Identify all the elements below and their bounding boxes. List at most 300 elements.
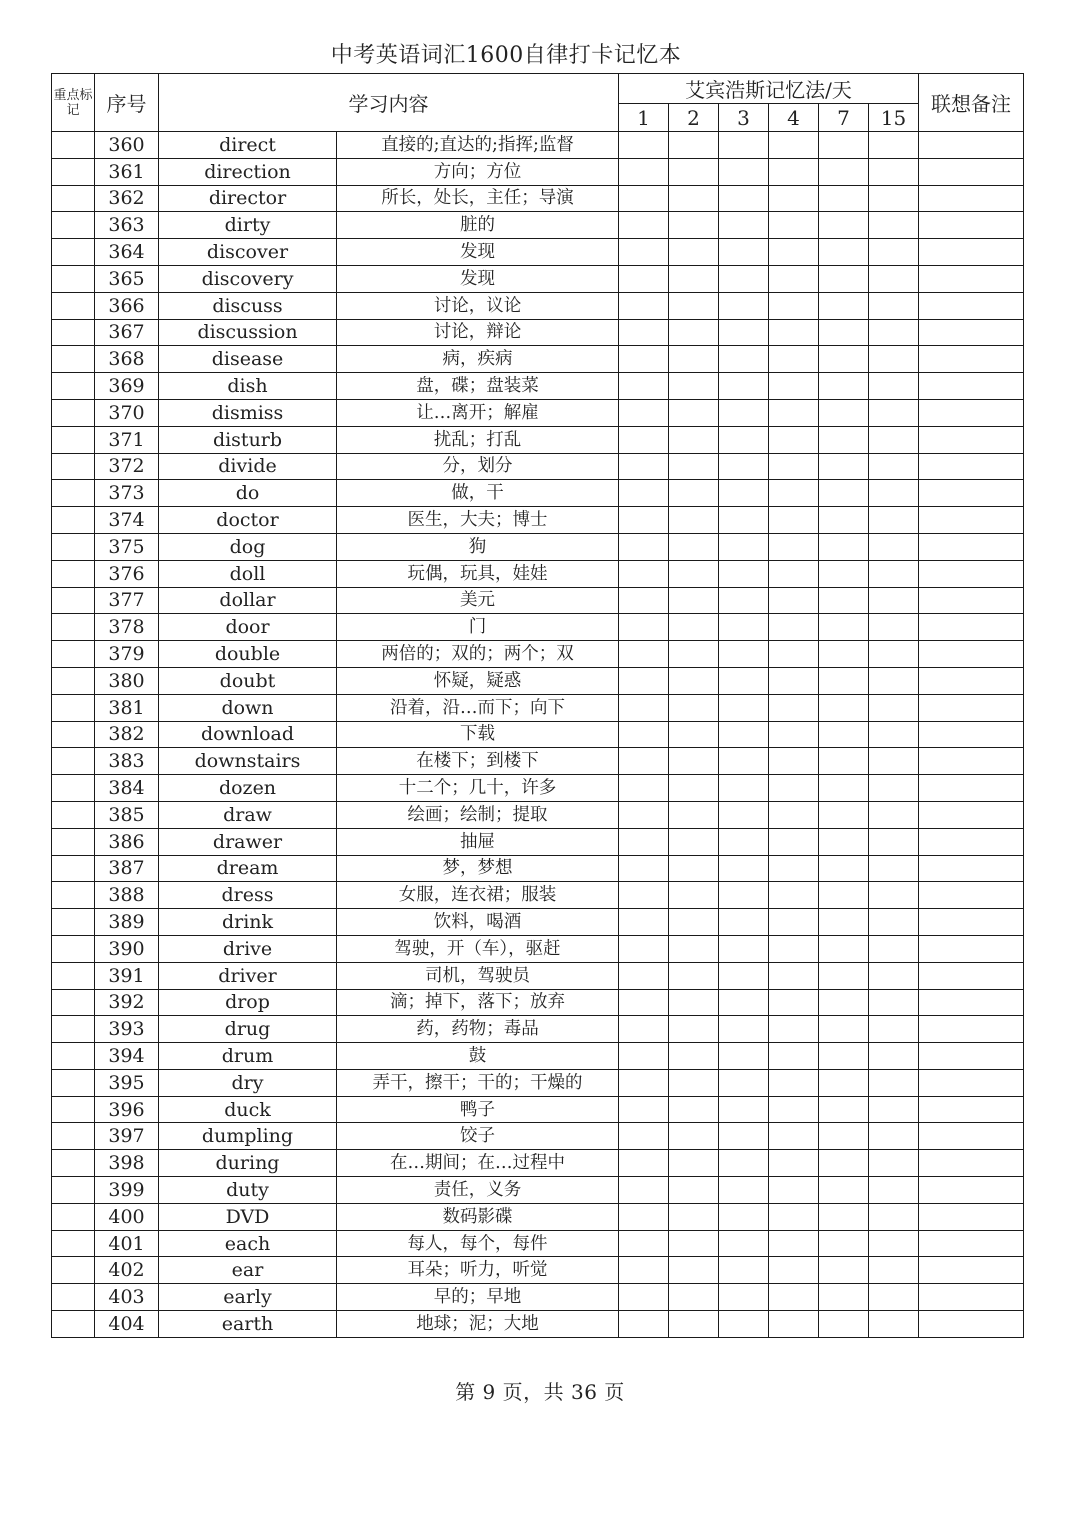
review-checkbox-cell[interactable]: [769, 292, 819, 319]
review-checkbox-cell[interactable]: [669, 560, 719, 587]
review-checkbox-cell[interactable]: [719, 158, 769, 185]
review-checkbox-cell[interactable]: [769, 1123, 819, 1150]
notes-cell[interactable]: [919, 239, 1024, 266]
review-checkbox-cell[interactable]: [669, 1311, 719, 1338]
notes-cell[interactable]: [919, 989, 1024, 1016]
review-checkbox-cell[interactable]: [769, 801, 819, 828]
review-checkbox-cell[interactable]: [719, 1150, 769, 1177]
notes-cell[interactable]: [919, 1096, 1024, 1123]
review-checkbox-cell[interactable]: [719, 1203, 769, 1230]
notes-cell[interactable]: [919, 399, 1024, 426]
review-checkbox-cell[interactable]: [819, 694, 869, 721]
mark-cell[interactable]: [52, 212, 95, 239]
review-checkbox-cell[interactable]: [719, 1177, 769, 1204]
review-checkbox-cell[interactable]: [719, 721, 769, 748]
review-checkbox-cell[interactable]: [769, 1230, 819, 1257]
review-checkbox-cell[interactable]: [669, 855, 719, 882]
review-checkbox-cell[interactable]: [619, 1177, 669, 1204]
review-checkbox-cell[interactable]: [619, 1257, 669, 1284]
review-checkbox-cell[interactable]: [869, 212, 919, 239]
review-checkbox-cell[interactable]: [769, 560, 819, 587]
review-checkbox-cell[interactable]: [769, 239, 819, 266]
mark-cell[interactable]: [52, 1069, 95, 1096]
review-checkbox-cell[interactable]: [719, 935, 769, 962]
review-checkbox-cell[interactable]: [869, 453, 919, 480]
review-checkbox-cell[interactable]: [669, 1150, 719, 1177]
review-checkbox-cell[interactable]: [819, 909, 869, 936]
review-checkbox-cell[interactable]: [719, 292, 769, 319]
notes-cell[interactable]: [919, 453, 1024, 480]
review-checkbox-cell[interactable]: [869, 855, 919, 882]
mark-cell[interactable]: [52, 828, 95, 855]
review-checkbox-cell[interactable]: [619, 1069, 669, 1096]
review-checkbox-cell[interactable]: [669, 480, 719, 507]
review-checkbox-cell[interactable]: [819, 1123, 869, 1150]
review-checkbox-cell[interactable]: [769, 453, 819, 480]
notes-cell[interactable]: [919, 962, 1024, 989]
notes-cell[interactable]: [919, 1284, 1024, 1311]
review-checkbox-cell[interactable]: [769, 587, 819, 614]
mark-cell[interactable]: [52, 1311, 95, 1338]
review-checkbox-cell[interactable]: [819, 1069, 869, 1096]
review-checkbox-cell[interactable]: [819, 399, 869, 426]
review-checkbox-cell[interactable]: [619, 373, 669, 400]
review-checkbox-cell[interactable]: [869, 1311, 919, 1338]
review-checkbox-cell[interactable]: [669, 265, 719, 292]
notes-cell[interactable]: [919, 1203, 1024, 1230]
review-checkbox-cell[interactable]: [619, 158, 669, 185]
review-checkbox-cell[interactable]: [869, 373, 919, 400]
review-checkbox-cell[interactable]: [619, 507, 669, 534]
review-checkbox-cell[interactable]: [719, 239, 769, 266]
review-checkbox-cell[interactable]: [769, 882, 819, 909]
review-checkbox-cell[interactable]: [669, 132, 719, 159]
mark-cell[interactable]: [52, 399, 95, 426]
review-checkbox-cell[interactable]: [769, 614, 819, 641]
notes-cell[interactable]: [919, 855, 1024, 882]
review-checkbox-cell[interactable]: [769, 399, 819, 426]
review-checkbox-cell[interactable]: [719, 614, 769, 641]
review-checkbox-cell[interactable]: [619, 1203, 669, 1230]
review-checkbox-cell[interactable]: [819, 641, 869, 668]
review-checkbox-cell[interactable]: [619, 480, 669, 507]
review-checkbox-cell[interactable]: [769, 132, 819, 159]
review-checkbox-cell[interactable]: [769, 1069, 819, 1096]
review-checkbox-cell[interactable]: [669, 1257, 719, 1284]
mark-cell[interactable]: [52, 909, 95, 936]
review-checkbox-cell[interactable]: [869, 185, 919, 212]
review-checkbox-cell[interactable]: [869, 560, 919, 587]
review-checkbox-cell[interactable]: [719, 962, 769, 989]
mark-cell[interactable]: [52, 989, 95, 1016]
review-checkbox-cell[interactable]: [719, 1257, 769, 1284]
review-checkbox-cell[interactable]: [719, 560, 769, 587]
review-checkbox-cell[interactable]: [819, 480, 869, 507]
notes-cell[interactable]: [919, 1230, 1024, 1257]
review-checkbox-cell[interactable]: [619, 1123, 669, 1150]
notes-cell[interactable]: [919, 132, 1024, 159]
review-checkbox-cell[interactable]: [869, 1257, 919, 1284]
review-checkbox-cell[interactable]: [719, 775, 769, 802]
review-checkbox-cell[interactable]: [719, 855, 769, 882]
review-checkbox-cell[interactable]: [669, 158, 719, 185]
review-checkbox-cell[interactable]: [769, 1150, 819, 1177]
notes-cell[interactable]: [919, 1016, 1024, 1043]
review-checkbox-cell[interactable]: [819, 507, 869, 534]
review-checkbox-cell[interactable]: [769, 1257, 819, 1284]
review-checkbox-cell[interactable]: [769, 1016, 819, 1043]
review-checkbox-cell[interactable]: [819, 426, 869, 453]
review-checkbox-cell[interactable]: [669, 721, 719, 748]
review-checkbox-cell[interactable]: [669, 1284, 719, 1311]
review-checkbox-cell[interactable]: [669, 801, 719, 828]
review-checkbox-cell[interactable]: [619, 239, 669, 266]
review-checkbox-cell[interactable]: [719, 185, 769, 212]
notes-cell[interactable]: [919, 909, 1024, 936]
review-checkbox-cell[interactable]: [619, 667, 669, 694]
notes-cell[interactable]: [919, 1123, 1024, 1150]
review-checkbox-cell[interactable]: [619, 1016, 669, 1043]
notes-cell[interactable]: [919, 694, 1024, 721]
review-checkbox-cell[interactable]: [769, 667, 819, 694]
review-checkbox-cell[interactable]: [769, 533, 819, 560]
review-checkbox-cell[interactable]: [819, 265, 869, 292]
mark-cell[interactable]: [52, 1016, 95, 1043]
review-checkbox-cell[interactable]: [769, 989, 819, 1016]
mark-cell[interactable]: [52, 855, 95, 882]
review-checkbox-cell[interactable]: [719, 480, 769, 507]
review-checkbox-cell[interactable]: [819, 721, 869, 748]
review-checkbox-cell[interactable]: [719, 694, 769, 721]
mark-cell[interactable]: [52, 694, 95, 721]
mark-cell[interactable]: [52, 667, 95, 694]
review-checkbox-cell[interactable]: [669, 1043, 719, 1070]
review-checkbox-cell[interactable]: [719, 882, 769, 909]
review-checkbox-cell[interactable]: [869, 721, 919, 748]
review-checkbox-cell[interactable]: [619, 694, 669, 721]
review-checkbox-cell[interactable]: [669, 935, 719, 962]
review-checkbox-cell[interactable]: [819, 1203, 869, 1230]
review-checkbox-cell[interactable]: [819, 212, 869, 239]
mark-cell[interactable]: [52, 1177, 95, 1204]
review-checkbox-cell[interactable]: [669, 1203, 719, 1230]
review-checkbox-cell[interactable]: [619, 989, 669, 1016]
review-checkbox-cell[interactable]: [619, 453, 669, 480]
mark-cell[interactable]: [52, 641, 95, 668]
notes-cell[interactable]: [919, 614, 1024, 641]
notes-cell[interactable]: [919, 748, 1024, 775]
mark-cell[interactable]: [52, 1096, 95, 1123]
review-checkbox-cell[interactable]: [819, 801, 869, 828]
review-checkbox-cell[interactable]: [819, 1016, 869, 1043]
review-checkbox-cell[interactable]: [719, 507, 769, 534]
review-checkbox-cell[interactable]: [819, 748, 869, 775]
review-checkbox-cell[interactable]: [719, 587, 769, 614]
notes-cell[interactable]: [919, 667, 1024, 694]
review-checkbox-cell[interactable]: [869, 1043, 919, 1070]
mark-cell[interactable]: [52, 507, 95, 534]
review-checkbox-cell[interactable]: [769, 373, 819, 400]
notes-cell[interactable]: [919, 1043, 1024, 1070]
review-checkbox-cell[interactable]: [769, 775, 819, 802]
notes-cell[interactable]: [919, 1177, 1024, 1204]
notes-cell[interactable]: [919, 158, 1024, 185]
review-checkbox-cell[interactable]: [869, 1096, 919, 1123]
review-checkbox-cell[interactable]: [819, 882, 869, 909]
review-checkbox-cell[interactable]: [769, 748, 819, 775]
notes-cell[interactable]: [919, 935, 1024, 962]
review-checkbox-cell[interactable]: [869, 158, 919, 185]
notes-cell[interactable]: [919, 426, 1024, 453]
review-checkbox-cell[interactable]: [769, 935, 819, 962]
mark-cell[interactable]: [52, 1150, 95, 1177]
review-checkbox-cell[interactable]: [619, 1043, 669, 1070]
review-checkbox-cell[interactable]: [619, 855, 669, 882]
review-checkbox-cell[interactable]: [869, 1230, 919, 1257]
review-checkbox-cell[interactable]: [669, 989, 719, 1016]
review-checkbox-cell[interactable]: [769, 426, 819, 453]
review-checkbox-cell[interactable]: [619, 614, 669, 641]
review-checkbox-cell[interactable]: [669, 212, 719, 239]
review-checkbox-cell[interactable]: [769, 507, 819, 534]
review-checkbox-cell[interactable]: [869, 614, 919, 641]
review-checkbox-cell[interactable]: [669, 533, 719, 560]
review-checkbox-cell[interactable]: [669, 1177, 719, 1204]
review-checkbox-cell[interactable]: [819, 533, 869, 560]
mark-cell[interactable]: [52, 132, 95, 159]
review-checkbox-cell[interactable]: [719, 319, 769, 346]
review-checkbox-cell[interactable]: [669, 239, 719, 266]
review-checkbox-cell[interactable]: [819, 373, 869, 400]
review-checkbox-cell[interactable]: [619, 587, 669, 614]
review-checkbox-cell[interactable]: [869, 962, 919, 989]
review-checkbox-cell[interactable]: [669, 507, 719, 534]
review-checkbox-cell[interactable]: [819, 1043, 869, 1070]
review-checkbox-cell[interactable]: [769, 265, 819, 292]
review-checkbox-cell[interactable]: [719, 909, 769, 936]
mark-cell[interactable]: [52, 319, 95, 346]
mark-cell[interactable]: [52, 265, 95, 292]
review-checkbox-cell[interactable]: [819, 989, 869, 1016]
review-checkbox-cell[interactable]: [769, 909, 819, 936]
notes-cell[interactable]: [919, 721, 1024, 748]
review-checkbox-cell[interactable]: [869, 1016, 919, 1043]
notes-cell[interactable]: [919, 185, 1024, 212]
review-checkbox-cell[interactable]: [819, 560, 869, 587]
review-checkbox-cell[interactable]: [869, 989, 919, 1016]
review-checkbox-cell[interactable]: [669, 453, 719, 480]
review-checkbox-cell[interactable]: [669, 346, 719, 373]
mark-cell[interactable]: [52, 292, 95, 319]
review-checkbox-cell[interactable]: [669, 587, 719, 614]
review-checkbox-cell[interactable]: [719, 1096, 769, 1123]
review-checkbox-cell[interactable]: [769, 1177, 819, 1204]
mark-cell[interactable]: [52, 453, 95, 480]
review-checkbox-cell[interactable]: [869, 1203, 919, 1230]
review-checkbox-cell[interactable]: [669, 1016, 719, 1043]
review-checkbox-cell[interactable]: [869, 132, 919, 159]
review-checkbox-cell[interactable]: [619, 775, 669, 802]
mark-cell[interactable]: [52, 480, 95, 507]
review-checkbox-cell[interactable]: [769, 1096, 819, 1123]
mark-cell[interactable]: [52, 1257, 95, 1284]
review-checkbox-cell[interactable]: [869, 775, 919, 802]
review-checkbox-cell[interactable]: [869, 1123, 919, 1150]
review-checkbox-cell[interactable]: [719, 132, 769, 159]
review-checkbox-cell[interactable]: [819, 1177, 869, 1204]
review-checkbox-cell[interactable]: [719, 667, 769, 694]
review-checkbox-cell[interactable]: [719, 373, 769, 400]
notes-cell[interactable]: [919, 319, 1024, 346]
review-checkbox-cell[interactable]: [669, 373, 719, 400]
mark-cell[interactable]: [52, 882, 95, 909]
mark-cell[interactable]: [52, 1123, 95, 1150]
review-checkbox-cell[interactable]: [719, 453, 769, 480]
mark-cell[interactable]: [52, 1203, 95, 1230]
review-checkbox-cell[interactable]: [619, 212, 669, 239]
review-checkbox-cell[interactable]: [619, 426, 669, 453]
notes-cell[interactable]: [919, 641, 1024, 668]
review-checkbox-cell[interactable]: [619, 399, 669, 426]
review-checkbox-cell[interactable]: [869, 935, 919, 962]
mark-cell[interactable]: [52, 935, 95, 962]
review-checkbox-cell[interactable]: [669, 775, 719, 802]
review-checkbox-cell[interactable]: [619, 641, 669, 668]
notes-cell[interactable]: [919, 560, 1024, 587]
review-checkbox-cell[interactable]: [619, 1230, 669, 1257]
review-checkbox-cell[interactable]: [869, 909, 919, 936]
review-checkbox-cell[interactable]: [619, 1150, 669, 1177]
notes-cell[interactable]: [919, 346, 1024, 373]
review-checkbox-cell[interactable]: [719, 212, 769, 239]
review-checkbox-cell[interactable]: [869, 1069, 919, 1096]
review-checkbox-cell[interactable]: [769, 319, 819, 346]
review-checkbox-cell[interactable]: [669, 694, 719, 721]
review-checkbox-cell[interactable]: [619, 185, 669, 212]
review-checkbox-cell[interactable]: [869, 507, 919, 534]
notes-cell[interactable]: [919, 775, 1024, 802]
review-checkbox-cell[interactable]: [819, 346, 869, 373]
notes-cell[interactable]: [919, 292, 1024, 319]
review-checkbox-cell[interactable]: [819, 185, 869, 212]
review-checkbox-cell[interactable]: [819, 855, 869, 882]
review-checkbox-cell[interactable]: [719, 828, 769, 855]
mark-cell[interactable]: [52, 721, 95, 748]
review-checkbox-cell[interactable]: [819, 962, 869, 989]
review-checkbox-cell[interactable]: [819, 239, 869, 266]
review-checkbox-cell[interactable]: [769, 212, 819, 239]
review-checkbox-cell[interactable]: [869, 399, 919, 426]
review-checkbox-cell[interactable]: [819, 453, 869, 480]
notes-cell[interactable]: [919, 533, 1024, 560]
mark-cell[interactable]: [52, 801, 95, 828]
review-checkbox-cell[interactable]: [869, 667, 919, 694]
review-checkbox-cell[interactable]: [769, 185, 819, 212]
mark-cell[interactable]: [52, 373, 95, 400]
review-checkbox-cell[interactable]: [769, 1311, 819, 1338]
mark-cell[interactable]: [52, 158, 95, 185]
review-checkbox-cell[interactable]: [669, 399, 719, 426]
review-checkbox-cell[interactable]: [869, 801, 919, 828]
review-checkbox-cell[interactable]: [769, 480, 819, 507]
review-checkbox-cell[interactable]: [619, 346, 669, 373]
mark-cell[interactable]: [52, 346, 95, 373]
review-checkbox-cell[interactable]: [619, 132, 669, 159]
mark-cell[interactable]: [52, 185, 95, 212]
review-checkbox-cell[interactable]: [619, 748, 669, 775]
review-checkbox-cell[interactable]: [719, 399, 769, 426]
review-checkbox-cell[interactable]: [819, 132, 869, 159]
review-checkbox-cell[interactable]: [619, 801, 669, 828]
review-checkbox-cell[interactable]: [619, 882, 669, 909]
notes-cell[interactable]: [919, 801, 1024, 828]
notes-cell[interactable]: [919, 212, 1024, 239]
notes-cell[interactable]: [919, 882, 1024, 909]
notes-cell[interactable]: [919, 1150, 1024, 1177]
review-checkbox-cell[interactable]: [669, 292, 719, 319]
mark-cell[interactable]: [52, 1043, 95, 1070]
review-checkbox-cell[interactable]: [769, 346, 819, 373]
mark-cell[interactable]: [52, 775, 95, 802]
review-checkbox-cell[interactable]: [869, 239, 919, 266]
review-checkbox-cell[interactable]: [619, 721, 669, 748]
review-checkbox-cell[interactable]: [819, 1257, 869, 1284]
notes-cell[interactable]: [919, 828, 1024, 855]
review-checkbox-cell[interactable]: [819, 935, 869, 962]
notes-cell[interactable]: [919, 265, 1024, 292]
review-checkbox-cell[interactable]: [869, 1150, 919, 1177]
review-checkbox-cell[interactable]: [719, 641, 769, 668]
review-checkbox-cell[interactable]: [869, 533, 919, 560]
notes-cell[interactable]: [919, 373, 1024, 400]
review-checkbox-cell[interactable]: [819, 292, 869, 319]
review-checkbox-cell[interactable]: [669, 319, 719, 346]
review-checkbox-cell[interactable]: [669, 748, 719, 775]
review-checkbox-cell[interactable]: [619, 319, 669, 346]
notes-cell[interactable]: [919, 480, 1024, 507]
review-checkbox-cell[interactable]: [819, 319, 869, 346]
review-checkbox-cell[interactable]: [769, 721, 819, 748]
notes-cell[interactable]: [919, 1257, 1024, 1284]
mark-cell[interactable]: [52, 614, 95, 641]
review-checkbox-cell[interactable]: [819, 587, 869, 614]
review-checkbox-cell[interactable]: [669, 1123, 719, 1150]
review-checkbox-cell[interactable]: [819, 158, 869, 185]
review-checkbox-cell[interactable]: [869, 748, 919, 775]
notes-cell[interactable]: [919, 1311, 1024, 1338]
review-checkbox-cell[interactable]: [619, 828, 669, 855]
mark-cell[interactable]: [52, 560, 95, 587]
mark-cell[interactable]: [52, 239, 95, 266]
review-checkbox-cell[interactable]: [669, 426, 719, 453]
review-checkbox-cell[interactable]: [869, 319, 919, 346]
review-checkbox-cell[interactable]: [719, 346, 769, 373]
review-checkbox-cell[interactable]: [719, 1284, 769, 1311]
review-checkbox-cell[interactable]: [719, 265, 769, 292]
review-checkbox-cell[interactable]: [619, 292, 669, 319]
review-checkbox-cell[interactable]: [769, 962, 819, 989]
notes-cell[interactable]: [919, 507, 1024, 534]
review-checkbox-cell[interactable]: [619, 265, 669, 292]
review-checkbox-cell[interactable]: [719, 426, 769, 453]
review-checkbox-cell[interactable]: [869, 882, 919, 909]
review-checkbox-cell[interactable]: [819, 1230, 869, 1257]
review-checkbox-cell[interactable]: [619, 935, 669, 962]
review-checkbox-cell[interactable]: [669, 641, 719, 668]
review-checkbox-cell[interactable]: [869, 641, 919, 668]
review-checkbox-cell[interactable]: [819, 1284, 869, 1311]
notes-cell[interactable]: [919, 1069, 1024, 1096]
